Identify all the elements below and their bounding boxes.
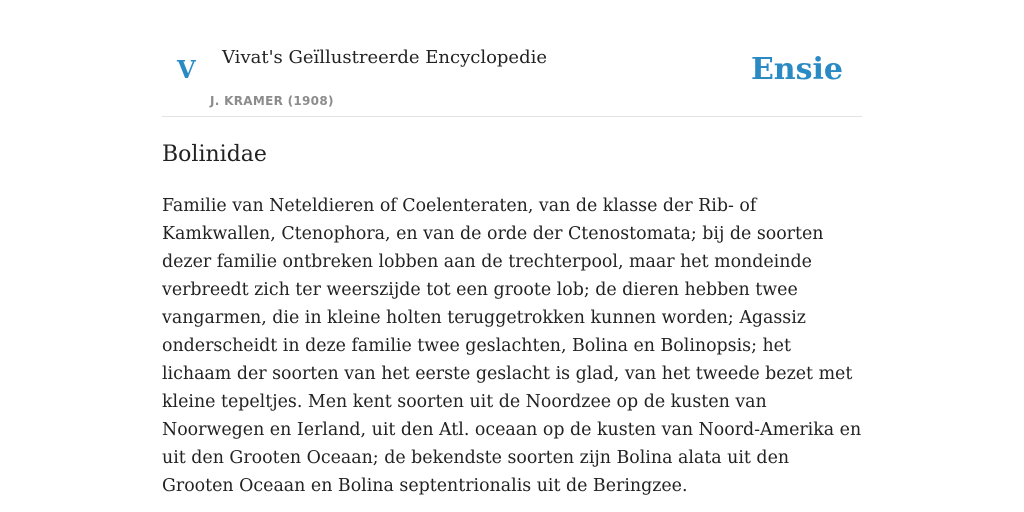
source-header (162, 0, 862, 117)
source-title-link[interactable]: Vivat's Geïllustreerde Encyclopedie (222, 47, 548, 68)
entry-body: Familie van Neteldieren of Coelenteraten, van de klasse der Rib- of Kamkwallen, Ctenophora, en van de orde der Ctenostomata; bij de soorten dezer familie ontbreken lobben aan de trechterpool, maar het mondeinde verbreedt zich ter weerszijde tot een groote lob; de dieren hebben twee vangarmen, die in kleine holten teruggetrokken kunnen worden; Agassiz onderscheidt in deze familie twee geslachten, Bolina en Bolinopsis; het lichaam der soorten van het eerste geslacht is glad, van het tweede bezet met kleine tepeltjes. Men kent soorten uit de Noordzee op de kusten van Noorwegen en Ierland, uit den Atl. oceaan op de kusten van Noord-Amerika en uit den Grooten Oceaan; de bekendste soorten zijn Bolina alata uit den Grooten Oceaan en Bolina septentrionalis uit de Beringzee. (162, 196, 862, 496)
source-author: J. KRAMER (1908) (210, 94, 334, 108)
entry-title: Bolinidae (162, 142, 267, 167)
brand-logo-link[interactable]: Ensie (750, 52, 843, 87)
page (162, 0, 862, 512)
source-logo[interactable]: V (177, 55, 196, 84)
